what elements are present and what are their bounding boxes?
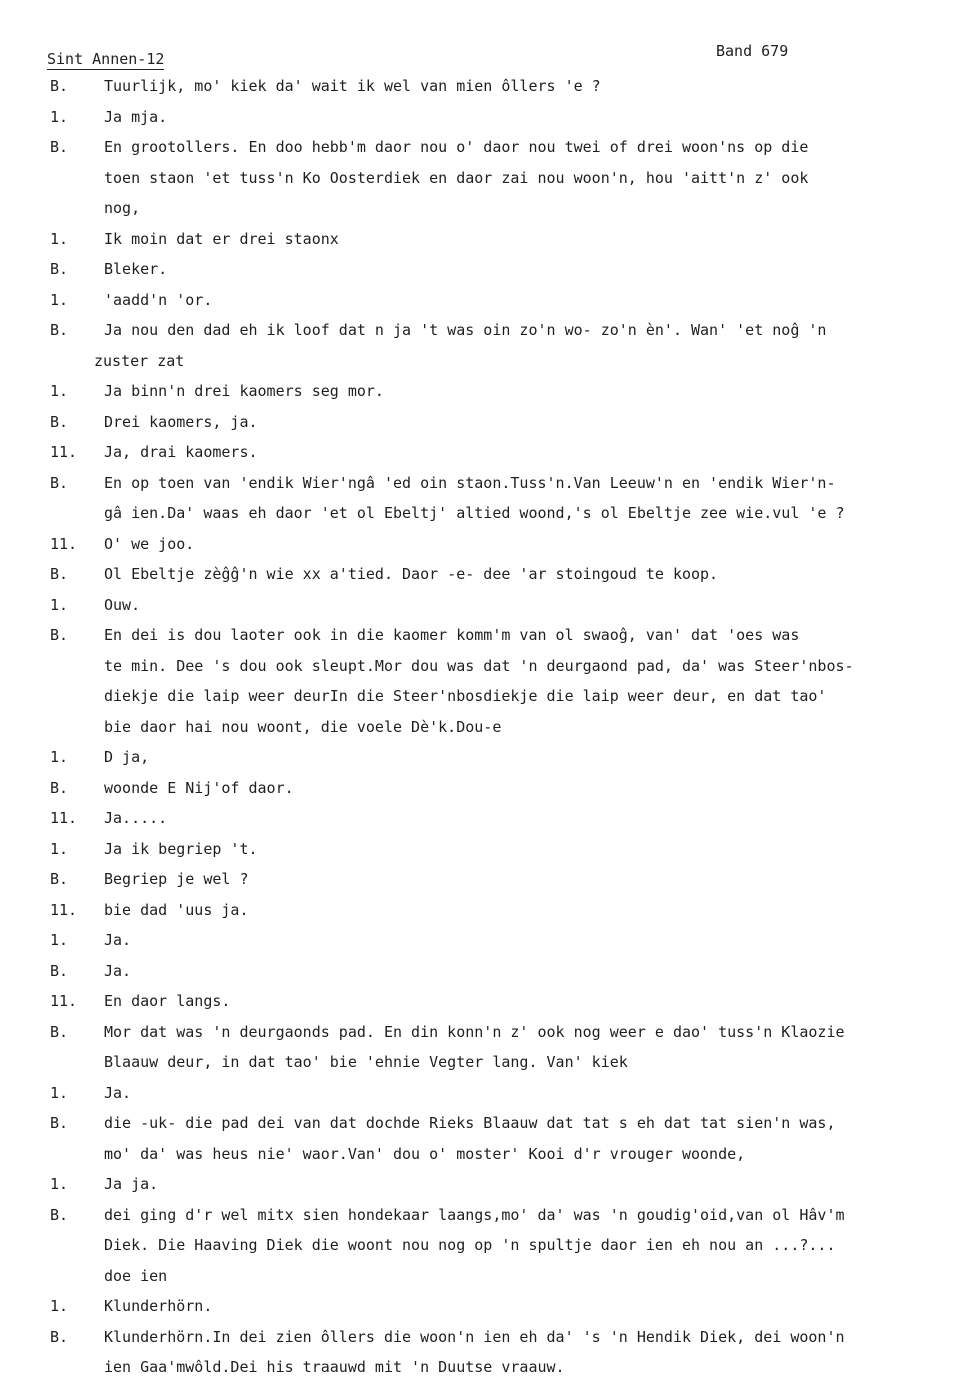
utterance-text: Bleker. [104, 260, 168, 278]
utterance-continuation: bie daor hai nou woont, die voele Dè'k.Dou-e [104, 717, 502, 736]
speaker-label: B. [50, 321, 69, 339]
transcript-row [0, 596, 979, 626]
speaker-label: B. [50, 1205, 69, 1224]
utterance-continuation: te min. Dee 's dou ook sleupt.Mor dou was dat 'n deurgaond pad, da' was Steer'nbos- [104, 656, 854, 675]
utterance-text: Drei kaomers, ja. [104, 412, 258, 431]
utterance-text: Ja, drai kaomers. [104, 443, 258, 461]
utterance-text: Tuurlijk, mo' kiek da' wait ik wel van mien ôllers 'e ? [104, 77, 601, 95]
utterance-continuation: mo' da' was heus nie' waor.Van' dou o' moster' Kooi d'r vrouger woonde, [104, 1144, 746, 1163]
speaker-label: 1. [50, 229, 69, 248]
speaker-label: 11. [50, 992, 78, 1010]
utterance-text: En daor langs. [104, 992, 231, 1010]
transcript-row [0, 1297, 979, 1327]
transcript-row [0, 1175, 979, 1205]
speaker-label: B. [50, 1327, 69, 1346]
utterance-text: Ja. [104, 961, 132, 980]
utterance-text: Klunderhörn.In dei zien ôllers die woon'n ien eh da' 's 'n Hendik Diek, dei woon'n [104, 1327, 845, 1346]
utterance-text: Ouw. [104, 595, 141, 614]
speaker-label: 1. [50, 595, 69, 614]
transcript-row [0, 260, 979, 290]
utterance-continuation: ien Gaa'mwôld.Dei his traauwd mit 'n Duutse vraauw. [104, 1358, 565, 1376]
utterance-text: Klunderhörn. [104, 1297, 213, 1315]
speaker-label: B. [50, 870, 69, 888]
speaker-label: 1. [50, 839, 69, 858]
speaker-label: 1. [50, 931, 69, 949]
speaker-label: 11. [50, 900, 78, 919]
utterance-continuation: Diek. Die Haaving Diek die woont nou nog op 'n spultje daor ien eh nou an ...?... [104, 1236, 836, 1254]
speaker-label: B. [50, 778, 69, 797]
transcript-row [0, 901, 979, 931]
utterance-text: dei ging d'r wel mitx sien hondekaar laangs,mo' da' was 'n goudig'oid,van ol Hâv'm [104, 1205, 845, 1224]
speaker-label: 1. [50, 1083, 69, 1102]
tape-number: Band 679 [716, 42, 789, 60]
speaker-label: B. [50, 138, 69, 156]
speaker-label: B. [50, 1022, 69, 1041]
transcript-row [0, 1327, 979, 1376]
utterance-text: Ja ik begriep 't. [104, 839, 258, 858]
utterance-continuation: nog, [104, 199, 141, 217]
utterance-text: O' we joo. [104, 534, 195, 553]
transcript-row [0, 382, 979, 412]
speaker-label: 1. [50, 1175, 69, 1193]
utterance-text: D ja, [104, 748, 150, 766]
speaker-label: B. [50, 961, 69, 980]
speaker-label: B. [50, 1114, 69, 1132]
utterance-text: Ja binn'n drei kaomers seg mor. [104, 382, 384, 400]
transcript-row [0, 748, 979, 778]
speaker-label: B. [50, 565, 69, 583]
transcript-row [0, 809, 979, 839]
utterance-text: En op toen van 'endik Wier'ngâ 'ed oin staon.Tuss'n.Van Leeuw'n en 'endik Wier'n- [104, 473, 836, 492]
transcript-row [0, 108, 979, 138]
speaker-label: 1. [50, 748, 69, 766]
utterance-text: woonde E Nij'of daor. [104, 778, 294, 797]
utterance-text: Ja nou den dad eh ik loof dat n ja 't was oin zo'n wo- zo'n èn'. Wan' 'et noĝ 'n [104, 321, 827, 339]
speaker-label: B. [50, 626, 69, 644]
transcript-row [0, 413, 979, 443]
utterance-continuation: doe ien [104, 1266, 168, 1285]
utterance-text: Ja ja. [104, 1175, 159, 1193]
utterance-text: Ol Ebeltje zèĝĝ'n wie xx a'tied. Daor -e- dee 'ar stoingoud te koop. [104, 565, 719, 583]
transcript-row [0, 443, 979, 473]
utterance-continuation: zuster zat [94, 351, 185, 370]
transcript-row [0, 1022, 979, 1071]
speaker-label: 1. [50, 290, 69, 309]
speaker-label: 1. [50, 382, 69, 400]
transcript-row [0, 535, 979, 565]
utterance-text: Ja mja. [104, 107, 168, 126]
transcript-row [0, 138, 979, 217]
transcript-row [0, 1114, 979, 1163]
utterance-text: Ja. [104, 1083, 132, 1102]
transcript-row [0, 77, 979, 107]
transcript-row [0, 321, 979, 370]
utterance-continuation: diekje die laip weer deurIn die Steer'nbosdiekje die laip weer deur, en dat tao' [104, 687, 827, 705]
speaker-label: 11. [50, 534, 78, 553]
utterance-text: die -uk- die pad dei van dat dochde Rieks Blaauw dat tat s eh dat tat sien'n was, [104, 1114, 836, 1132]
speaker-label: B. [50, 260, 69, 278]
document-location: Sint Annen-12 [47, 50, 165, 68]
utterance-continuation: gâ ien.Da' waas eh daor 'et ol Ebeltj' altied woond,'s ol Ebeltje zee wie.vul 'e ? [104, 504, 845, 522]
transcript-row [0, 779, 979, 809]
transcript-row [0, 291, 979, 321]
transcript-row [0, 962, 979, 992]
transcript-row [0, 565, 979, 595]
utterance-text: En grootollers. En doo hebb'm daor nou o' daor nou twei of drei woon'ns op die [104, 138, 809, 156]
transcript-row [0, 840, 979, 870]
transcript-row [0, 626, 979, 736]
utterance-text: Begriep je wel ? [104, 870, 249, 888]
utterance-text: Ik moin dat er drei staonx [104, 229, 339, 248]
speaker-label: 11. [50, 809, 78, 827]
transcript-row [0, 230, 979, 260]
speaker-label: B. [50, 77, 69, 95]
transcript-row [0, 870, 979, 900]
utterance-continuation: toen staon 'et tuss'n Ko Oosterdiek en daor zai nou woon'n, hou 'aitt'n z' ook [104, 168, 809, 187]
transcript-row [0, 992, 979, 1022]
speaker-label: 1. [50, 107, 69, 126]
transcript-row [0, 931, 979, 961]
utterance-text: 'aadd'n 'or. [104, 290, 213, 309]
speaker-label: B. [50, 473, 69, 492]
utterance-text: Mor dat was 'n deurgaonds pad. En din konn'n z' ook nog weer e dao' tuss'n Klaozie [104, 1022, 845, 1041]
speaker-label: 11. [50, 443, 78, 461]
transcript-row [0, 473, 979, 522]
utterance-text: En dei is dou laoter ook in die kaomer komm'm van ol swaoĝ, van' dat 'oes was [104, 626, 800, 644]
transcript-row [0, 1084, 979, 1114]
utterance-text: bie dad 'uus ja. [104, 900, 249, 919]
utterance-continuation: Blaauw deur, in dat tao' bie 'ehnie Vegter lang. Van' kiek [104, 1053, 628, 1071]
utterance-text: Ja. [104, 931, 132, 949]
speaker-label: B. [50, 412, 69, 431]
transcript-row [0, 1205, 979, 1285]
utterance-text: Ja..... [104, 809, 168, 827]
speaker-label: 1. [50, 1297, 69, 1315]
